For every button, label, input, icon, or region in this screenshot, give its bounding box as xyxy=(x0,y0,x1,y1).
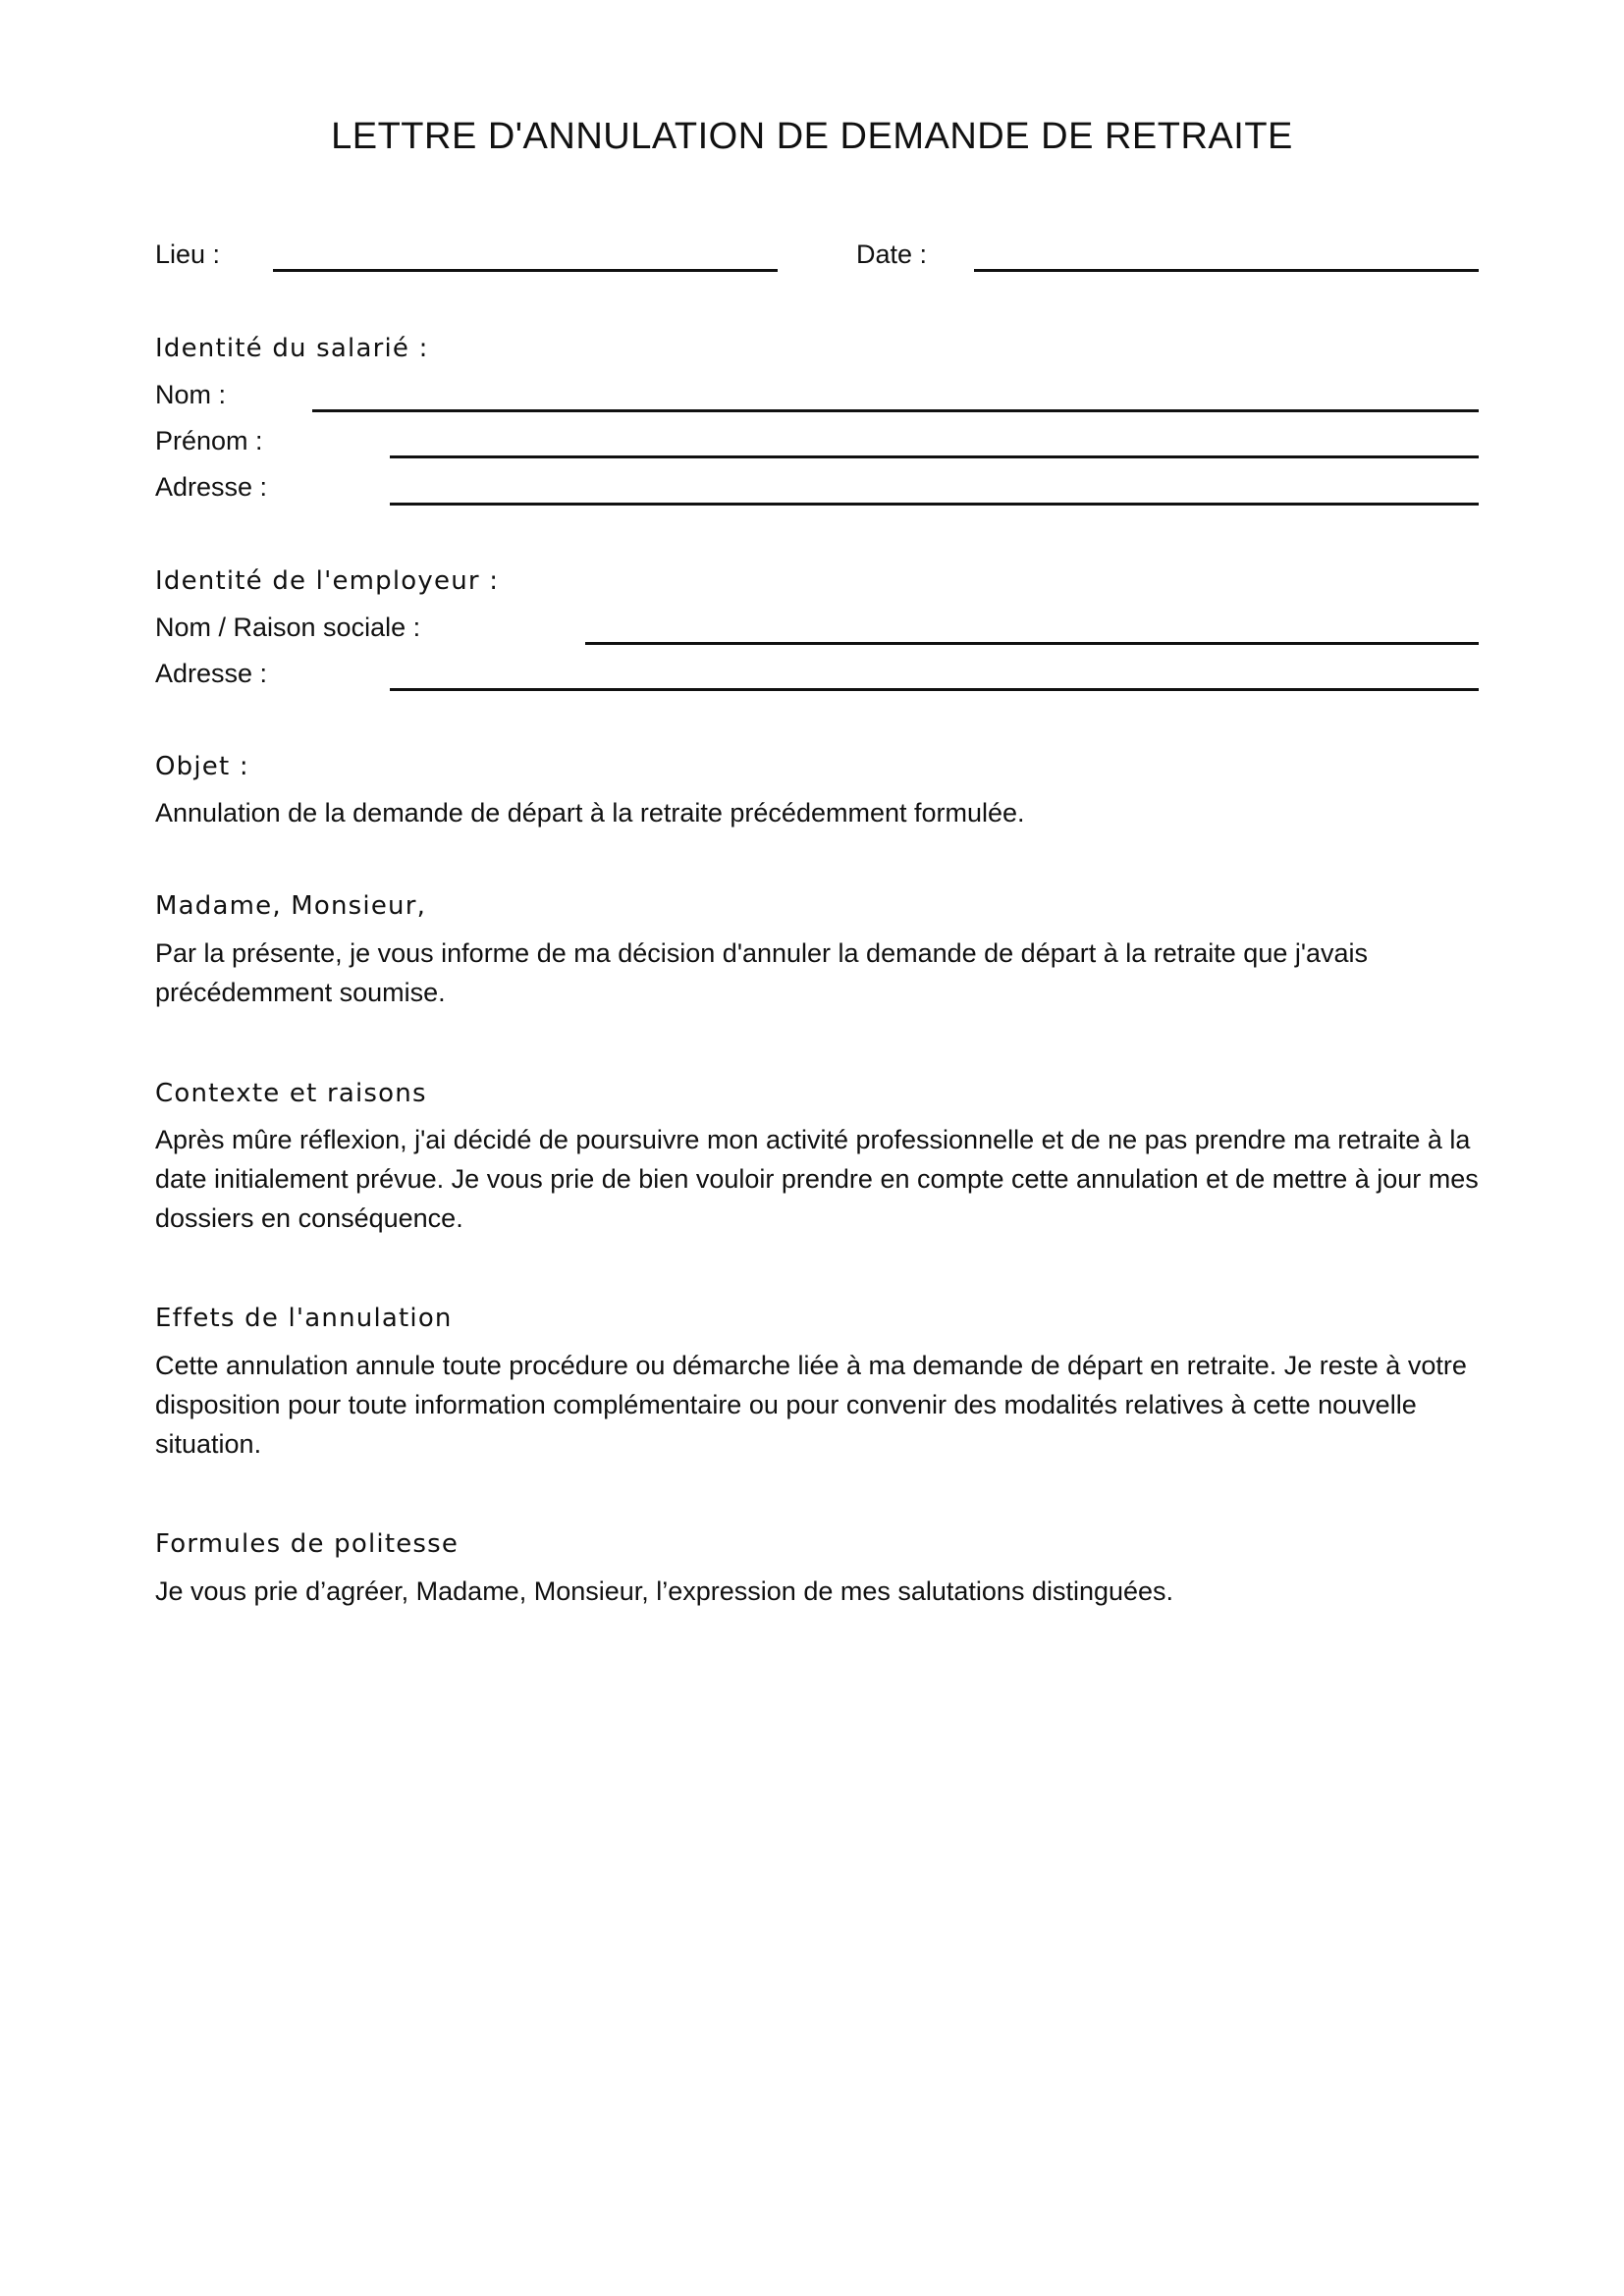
politesse-text: Je vous prie d’agréer, Madame, Monsieur, l’expression de mes salutations distinguées. xyxy=(155,1576,1174,1606)
politesse-heading: Formules de politesse xyxy=(155,1529,460,1559)
objet-heading: Objet : xyxy=(155,752,249,781)
contexte-text: Après mûre réflexion, j'ai décidé de poursuivre mon activité professionnelle et de ne pas prendre ma retraite à la date initialement prévue. Je vous prie de bien vouloir prendre en compte cette annulation et de mettre à jour mes dossiers en conséquence. xyxy=(155,1125,1479,1233)
salarie-adresse-label: Adresse : xyxy=(155,472,268,502)
salarie-prenom-field-line[interactable] xyxy=(390,455,1479,458)
employeur-adresse-label: Adresse : xyxy=(155,659,268,688)
salarie-heading: Identité du salarié : xyxy=(155,334,429,363)
date-label: Date : xyxy=(856,240,928,269)
lieu-field-line[interactable] xyxy=(273,269,778,272)
salarie-nom-label: Nom : xyxy=(155,380,227,409)
objet-text: Annulation de la demande de départ à la retraite précédemment formulée. xyxy=(155,798,1025,828)
contexte-heading: Contexte et raisons xyxy=(155,1079,427,1108)
effets-heading: Effets de l'annulation xyxy=(155,1304,453,1333)
date-field-line[interactable] xyxy=(974,269,1479,272)
page-title: LETTRE D'ANNULATION DE DEMANDE DE RETRAITE xyxy=(331,116,1293,157)
lieu-label: Lieu : xyxy=(155,240,221,269)
salutation-text: Par la présente, je vous informe de ma décision d'annuler la demande de départ à la retraite que j'avais précédemment soumise. xyxy=(155,938,1369,1007)
effets-text: Cette annulation annule toute procédure ou démarche liée à ma demande de départ en retraite. Je reste à votre disposition pour toute information complémentaire ou pour convenir des modalités relatives à cette nouvelle situation. xyxy=(155,1351,1467,1459)
employeur-raison-label: Nom / Raison sociale : xyxy=(155,613,421,642)
salarie-prenom-label: Prénom : xyxy=(155,426,263,455)
employeur-adresse-field-line[interactable] xyxy=(390,688,1479,691)
salarie-adresse-field-line[interactable] xyxy=(390,503,1479,506)
salutation-heading: Madame, Monsieur, xyxy=(155,891,427,921)
salarie-nom-field-line[interactable] xyxy=(312,409,1479,412)
employeur-heading: Identité de l'employeur : xyxy=(155,566,500,596)
employeur-raison-field-line[interactable] xyxy=(585,642,1479,645)
